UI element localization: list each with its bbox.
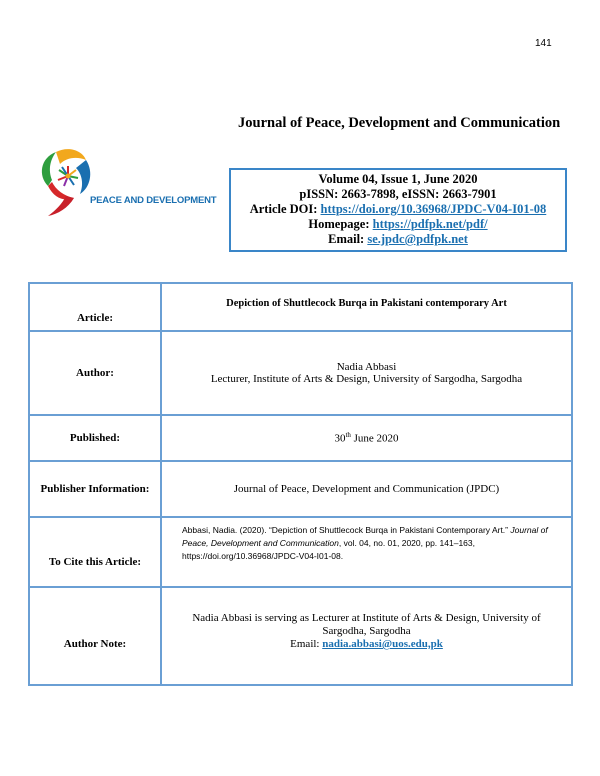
table-row xyxy=(29,415,572,461)
article-title: Depiction of Shuttlecock Burqa in Pakistani contemporary Art xyxy=(161,283,572,331)
doi-link[interactable]: https://doi.org/10.36968/JPDC-V04-I01-08 xyxy=(320,202,547,216)
author-note-line-1: Nadia Abbasi is serving as Lecturer at Institute of Arts & Design, University of xyxy=(192,612,541,624)
citation-text xyxy=(161,517,572,587)
author-note-email-label: Email: xyxy=(290,638,323,650)
published-suffix: th xyxy=(345,431,351,440)
table-row xyxy=(29,517,572,587)
homepage-link[interactable]: https://pdfpk.net/pdf/ xyxy=(372,217,488,231)
publisher-value: Journal of Peace, Development and Communication (JPDC) xyxy=(161,461,572,517)
issn-line: pISSN: 2663-7898, eISSN: 2663-7901 xyxy=(299,187,497,201)
table-row xyxy=(29,283,572,331)
article-label: Article: xyxy=(29,283,161,331)
published-day: 30 xyxy=(334,432,346,445)
citation-part-2: , vol. 04, no. 01, 2020, pp. 141–163, https://doi.org/10.36968/JPDC-V04-I01-08. xyxy=(182,538,475,561)
author-note-label: Author Note: xyxy=(29,587,161,685)
published-label: Published: xyxy=(29,415,161,461)
doi-line xyxy=(231,202,565,217)
table-row xyxy=(29,461,572,517)
author-label: Author: xyxy=(29,331,161,415)
citation-journal: Journal of Peace, Development and Communication xyxy=(182,525,548,548)
author-note xyxy=(161,587,572,685)
author-email-link[interactable]: nadia.abbasi@uos.edu,pk xyxy=(322,638,443,650)
author-note-email-line xyxy=(162,638,571,651)
published-month-year: June 2020 xyxy=(350,432,399,445)
peace-dove-emblem-icon xyxy=(34,146,94,218)
journal-title: Journal of Peace, Development and Communication xyxy=(238,115,561,131)
article-metadata-table xyxy=(28,282,573,686)
email-line xyxy=(231,232,565,247)
published-date xyxy=(161,415,572,461)
journal-info-box xyxy=(229,168,567,252)
table-row xyxy=(29,331,572,415)
author-name: Nadia Abbasi xyxy=(336,361,397,373)
publisher-label: Publisher Information: xyxy=(29,461,161,517)
author-note-line-2: Sargodha, Sargodha xyxy=(322,625,411,637)
homepage-line xyxy=(231,217,565,232)
email-link[interactable]: se.jpdc@pdfpk.net xyxy=(367,232,468,246)
journal-logo xyxy=(34,146,224,218)
page-number: 141 xyxy=(535,38,552,49)
doi-label: Article DOI: xyxy=(249,202,318,216)
logo-text: PEACE AND DEVELOPMENT xyxy=(90,195,217,206)
email-label: Email: xyxy=(328,232,365,246)
cite-label: To Cite this Article: xyxy=(29,517,161,587)
author-affiliation: Lecturer, Institute of Arts & Design, University of Sargodha, Sargodha xyxy=(210,373,523,385)
author-value xyxy=(161,331,572,415)
citation-part-1: Abbasi, Nadia. (2020). “Depiction of Shuttlecock Burqa in Pakistani Contemporary Art.” xyxy=(182,525,511,535)
volume-line: Volume 04, Issue 1, June 2020 xyxy=(318,172,478,186)
table-row xyxy=(29,587,572,685)
homepage-label: Homepage: xyxy=(308,217,370,231)
